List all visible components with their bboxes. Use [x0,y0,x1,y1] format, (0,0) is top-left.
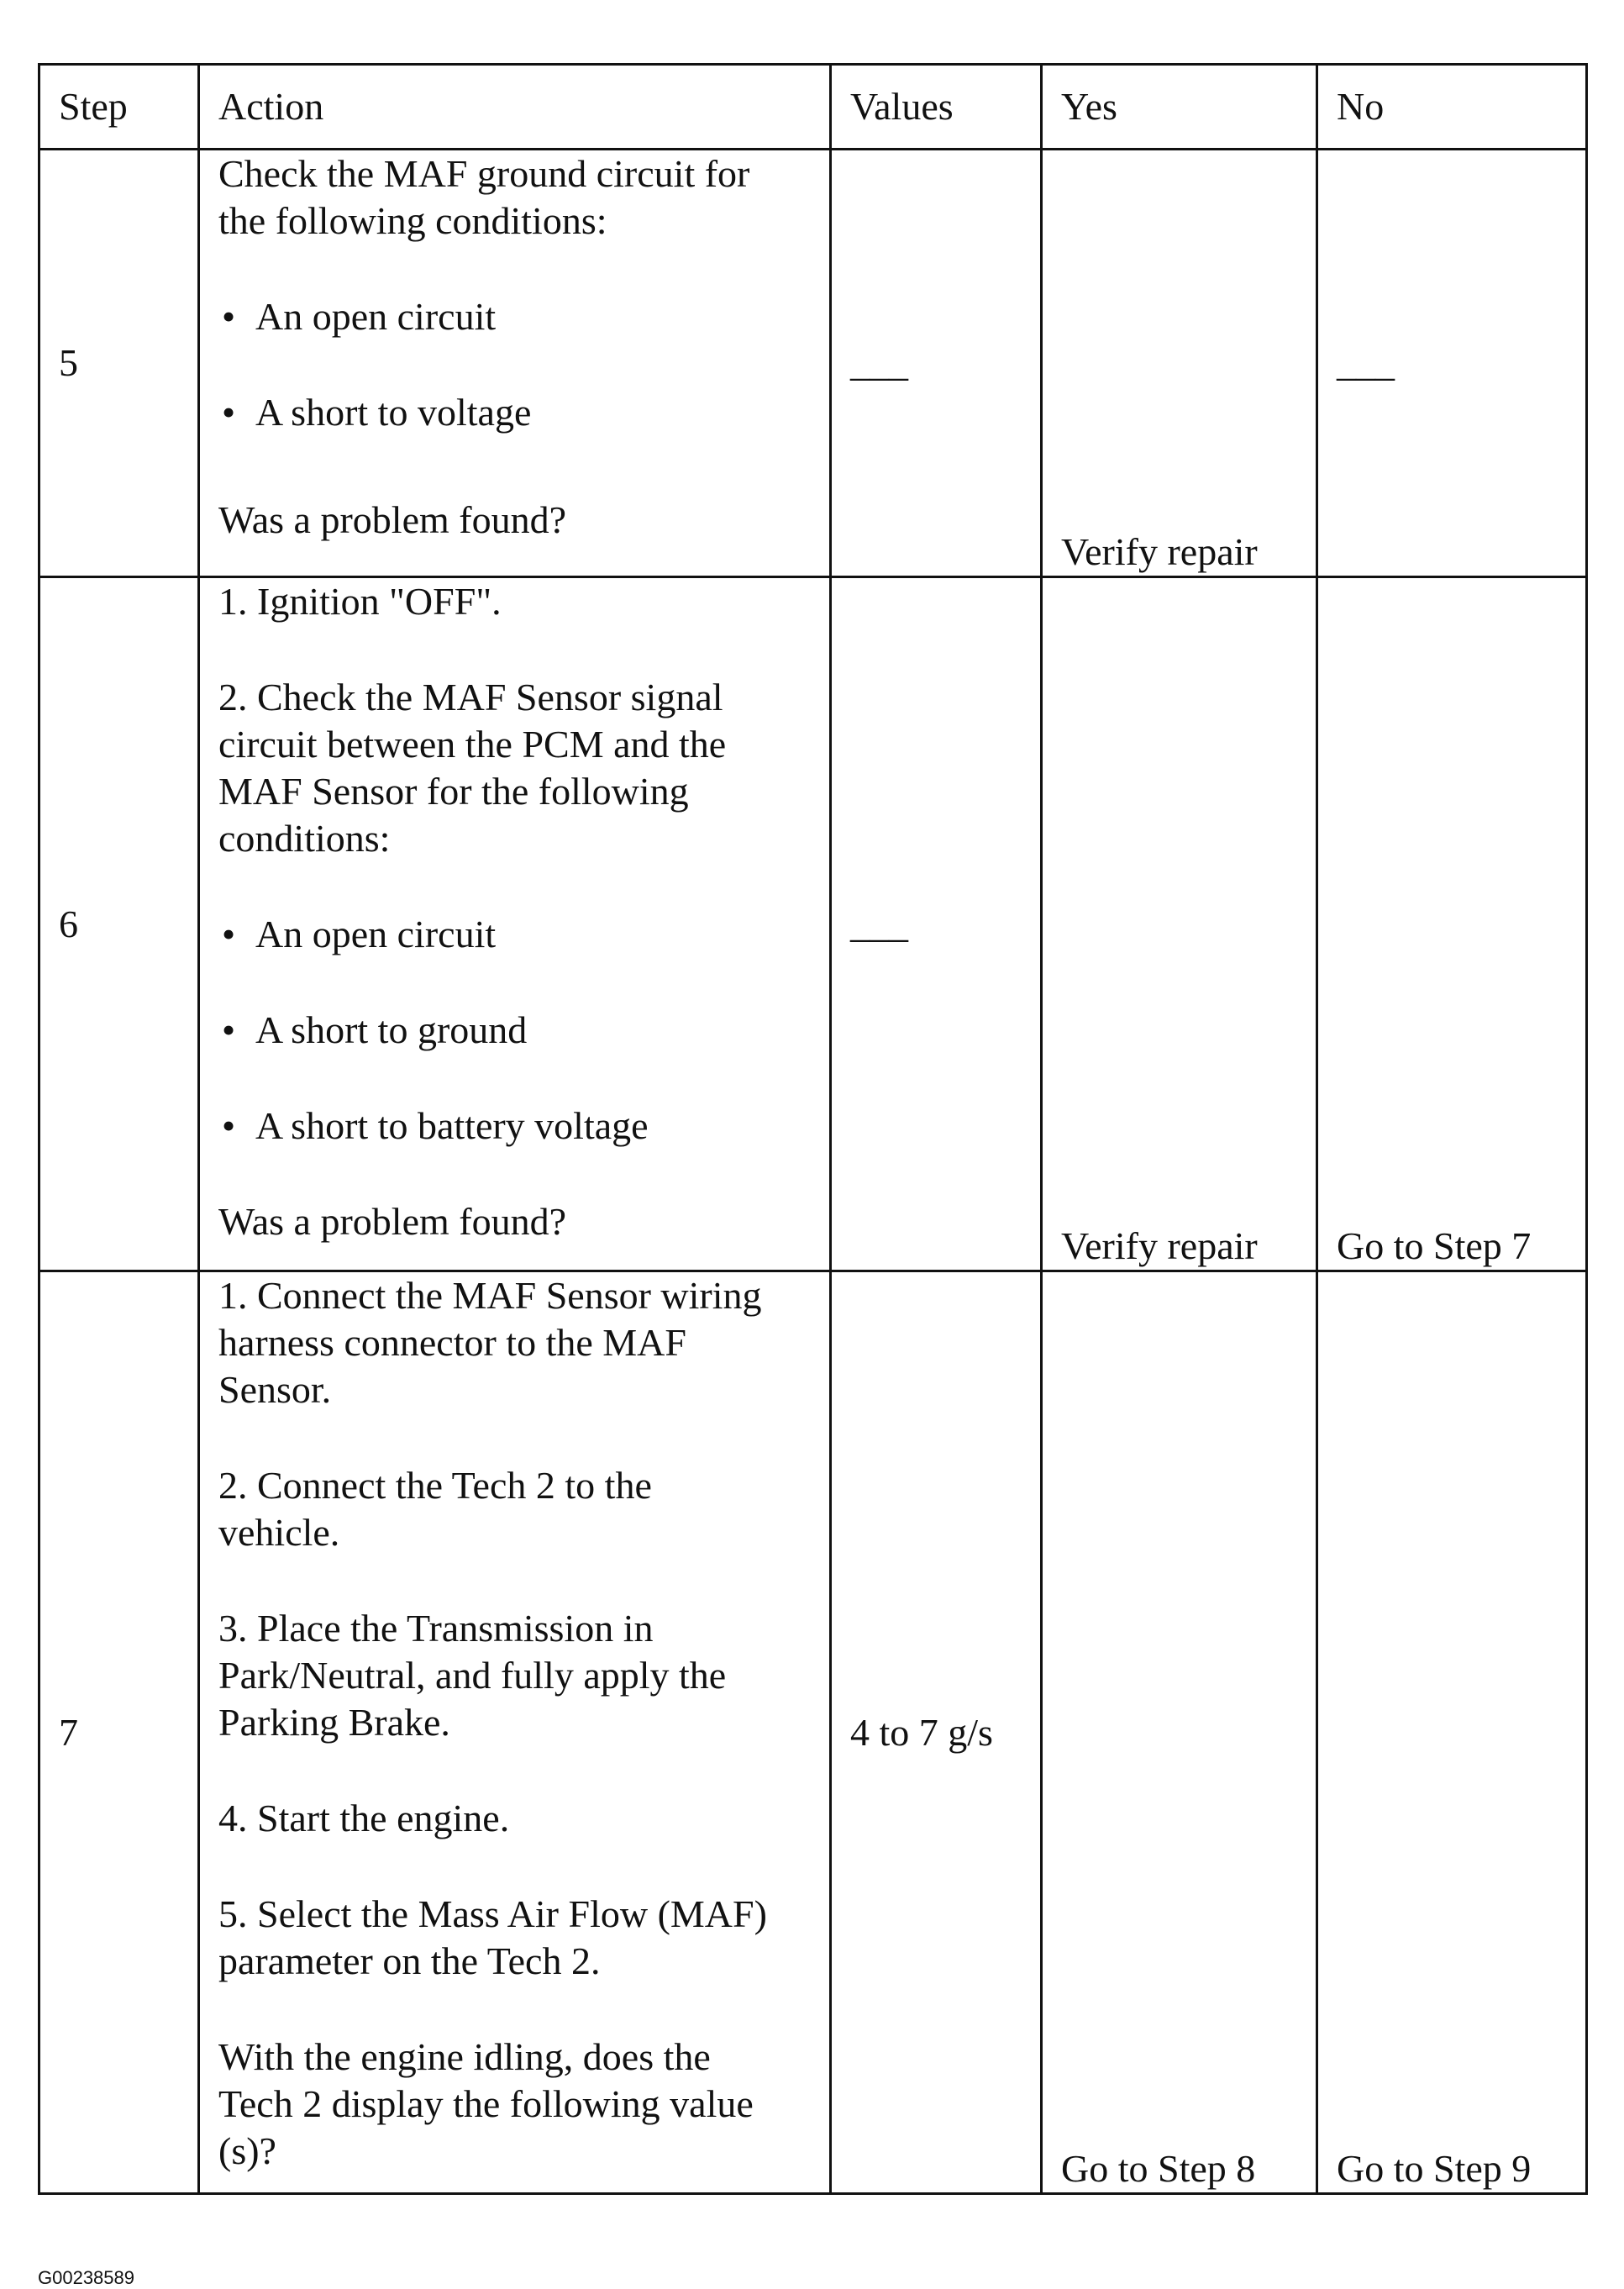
bullet-icon: • [222,1104,236,1147]
action-paragraph [218,674,811,862]
action-question: Was a problem found? [218,498,566,541]
action-paragraph [218,1795,811,1842]
action-question: Was a problem found? [218,1200,566,1243]
action-question [218,2034,811,2175]
step-number: 6 [39,577,199,1271]
step-number: 7 [39,1271,199,2194]
bullet-text: A short to ground [255,1008,528,1051]
header-action: Action [199,65,831,150]
bullet-icon: • [222,913,236,955]
action-paragraph [218,1462,811,1556]
action-text-line: Park/Neutral, and fully apply the [218,1654,727,1697]
action-text-line: 4. Start the engine. [218,1797,510,1839]
diagnostic-table-container [38,63,1585,2288]
header-step: Step [39,65,199,150]
bullet-icon: • [222,295,236,338]
table-row [39,577,1587,1271]
action-cell [199,577,831,1271]
no-cell: ___ [1317,150,1587,577]
figure-id: G00238589 [38,2267,134,2288]
table-row [39,1271,1587,2194]
action-text-line: 2. Check the MAF Sensor signal [218,676,723,718]
bullet-text: An open circuit [255,913,497,955]
header-values: Values [831,65,1042,150]
yes-cell: Verify repair [1042,150,1317,577]
bullet-icon: • [222,391,236,434]
bullet-text: A short to voltage [255,391,532,434]
header-row [39,65,1587,150]
action-text-line: 5. Select the Mass Air Flow (MAF) [218,1892,767,1935]
action-paragraph [218,1605,811,1746]
action-bullet [218,911,811,958]
action-text-line: parameter on the Tech 2. [218,1939,601,1982]
action-text-line: Parking Brake. [218,1701,450,1744]
action-text-line: 1. Connect the MAF Sensor wiring [218,1274,762,1317]
values-cell: 4 to 7 g/s [831,1271,1042,2194]
action-bullet [218,389,811,436]
action-text-line: 3. Place the Transmission in [218,1607,654,1650]
action-text-line: Tech 2 display the following value [218,2082,754,2125]
values-cell: ___ [831,150,1042,577]
bullet-icon: • [222,1008,236,1051]
action-paragraph [218,578,811,625]
bullet-text: A short to battery voltage [255,1104,649,1147]
action-text-line: With the engine idling, does the [218,2035,711,2078]
action-paragraph [218,150,811,245]
action-text-line: the following conditions: [218,199,607,242]
action-bullet [218,1102,811,1150]
action-text-line: conditions: [218,817,391,860]
no-cell: Go to Step 7 [1317,577,1587,1271]
header-yes: Yes [1042,65,1317,150]
action-text-line: circuit between the PCM and the [218,723,727,766]
action-text-line: 2. Connect the Tech 2 to the [218,1464,652,1507]
bullet-text: An open circuit [255,295,497,338]
action-paragraph [218,1272,811,1413]
step-number: 5 [39,150,199,577]
action-bullet [218,1007,811,1054]
action-text-line: harness connector to the MAF [218,1321,686,1364]
action-text-line: Sensor. [218,1368,332,1411]
action-text-line: vehicle. [218,1511,340,1554]
action-text-line: Check the MAF ground circuit for [218,152,750,195]
yes-cell: Verify repair [1042,577,1317,1271]
action-bullet [218,293,811,340]
action-cell [199,1271,831,2194]
action-cell [199,150,831,577]
values-cell: ___ [831,577,1042,1271]
action-paragraph [218,1891,811,1985]
yes-cell: Go to Step 8 [1042,1271,1317,2194]
action-text-line: (s)? [218,2129,276,2172]
diagnostic-table [38,63,1588,2195]
action-text-line: 1. Ignition "OFF". [218,580,502,623]
no-cell: Go to Step 9 [1317,1271,1587,2194]
action-text-line: MAF Sensor for the following [218,770,689,813]
table-row [39,150,1587,577]
header-no: No [1317,65,1587,150]
